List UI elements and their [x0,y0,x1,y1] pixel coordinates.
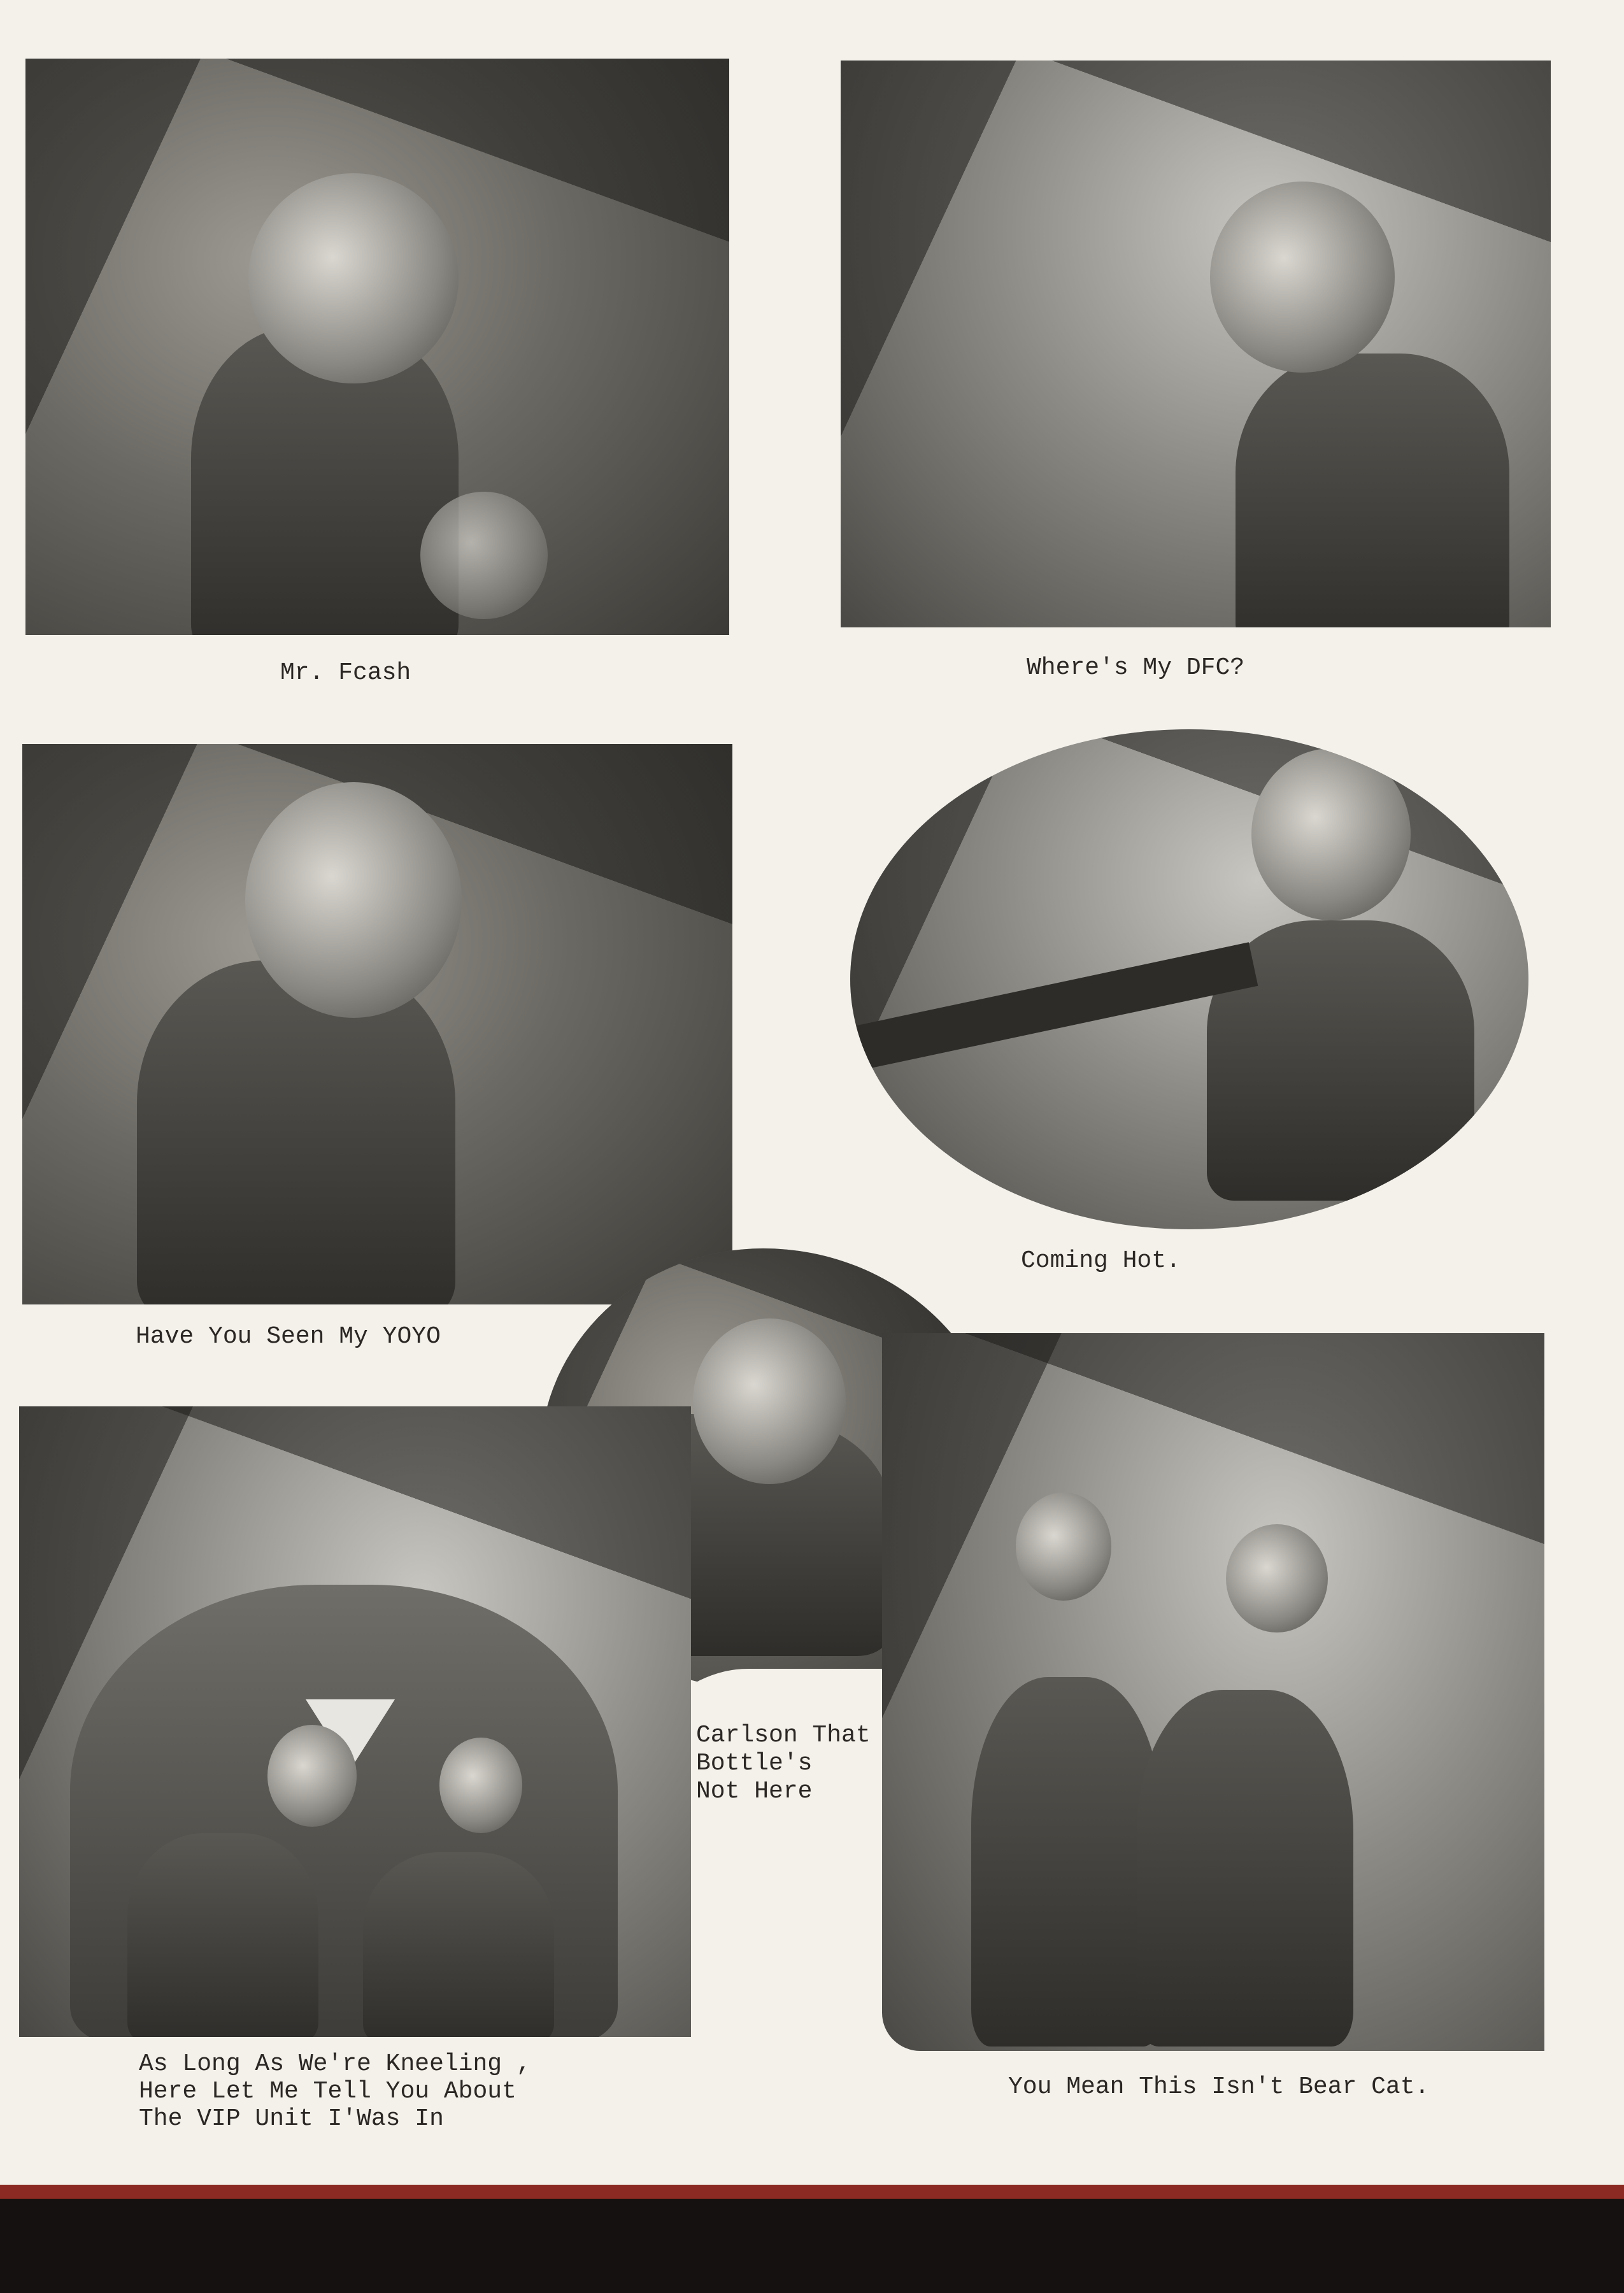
photo-wheres-my-dfc [841,61,1551,627]
scan-background [0,2199,1624,2293]
book-edge [0,2185,1624,2199]
caption-carlson-line2: Bottle's [696,1750,813,1777]
photo-have-you-seen-my-yoyo [22,744,732,1304]
caption-kneeling-line3: The VIP Unit I'Was In [139,2105,444,2132]
photo-coming-hot [850,729,1528,1229]
photo-bear-cat [882,1333,1544,2051]
photo-as-long-as-were-kneeling [19,1406,691,2037]
caption-wheres-my-dfc: Where's My DFC? [1027,654,1245,682]
photo-mr-fcash [25,59,729,635]
caption-coming-hot: Coming Hot. [1021,1247,1181,1275]
caption-kneeling-line2: Here Let Me Tell You About [139,2078,516,2105]
caption-carlson-line3: Not Here [696,1778,813,1805]
caption-mr-fcash: Mr. Fcash [280,659,411,687]
caption-kneeling-line1: As Long As We're Kneeling , [139,2050,531,2078]
caption-have-you-seen-my-yoyo: Have You Seen My YOYO [136,1323,441,1350]
caption-bear-cat: You Mean This Isn't Bear Cat. [1008,2073,1430,2101]
caption-carlson-line1: Carlson That [696,1722,871,1749]
